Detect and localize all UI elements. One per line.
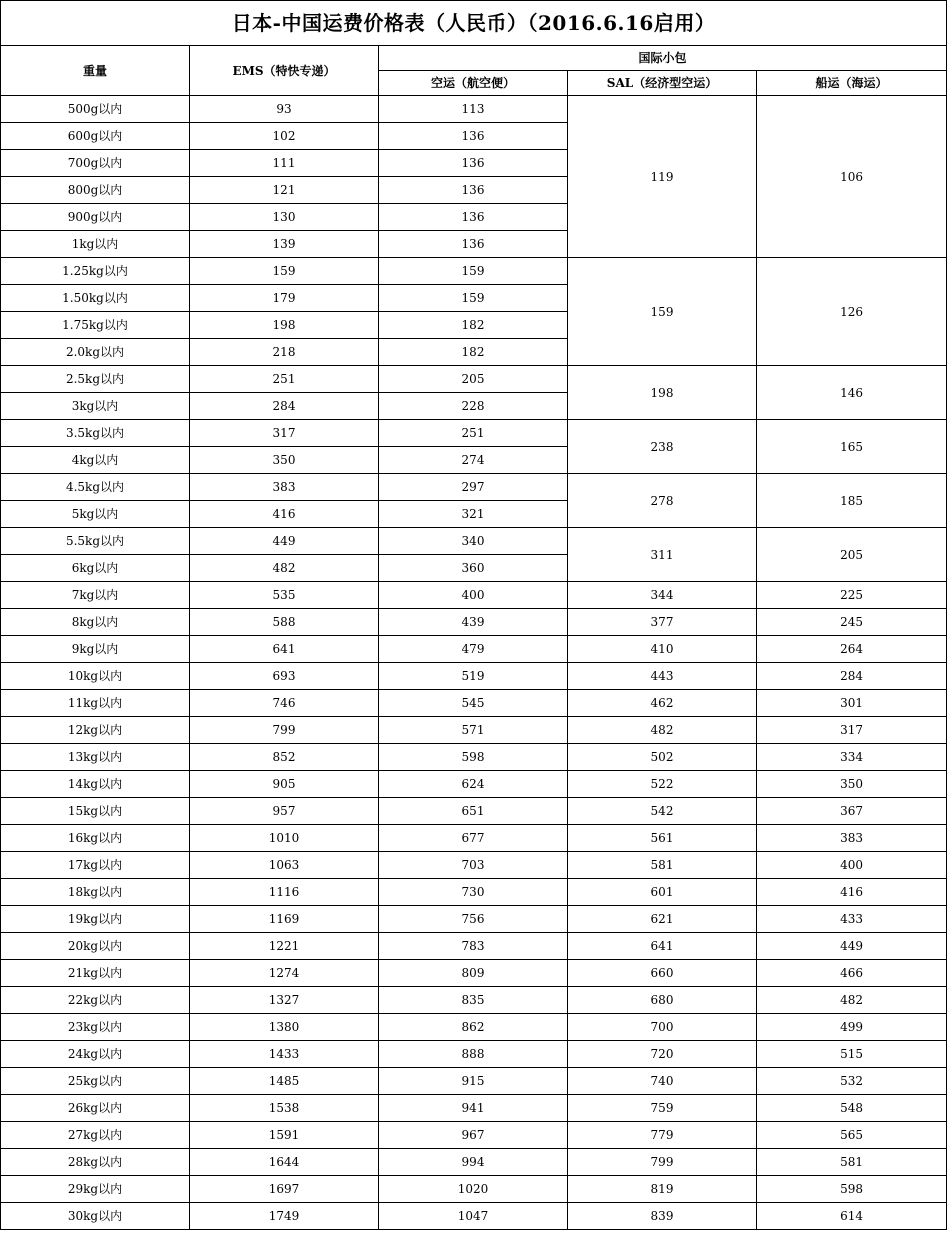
table-row bbox=[1, 582, 947, 609]
weight-cell: 12kg以内 bbox=[1, 717, 190, 744]
air-price-cell: 1020 bbox=[379, 1176, 568, 1203]
ems-price-cell: 102 bbox=[190, 123, 379, 150]
ems-price-cell: 317 bbox=[190, 420, 379, 447]
weight-cell: 24kg以内 bbox=[1, 1041, 190, 1068]
weight-cell: 800g以内 bbox=[1, 177, 190, 204]
ems-price-cell: 482 bbox=[190, 555, 379, 582]
air-price-cell: 360 bbox=[379, 555, 568, 582]
ems-price-cell: 449 bbox=[190, 528, 379, 555]
air-price-cell: 730 bbox=[379, 879, 568, 906]
sea-price-cell: 367 bbox=[757, 798, 947, 825]
air-price-cell: 182 bbox=[379, 312, 568, 339]
weight-cell: 11kg以内 bbox=[1, 690, 190, 717]
sea-price-cell: 482 bbox=[757, 987, 947, 1014]
sea-price-cell: 581 bbox=[757, 1149, 947, 1176]
weight-cell: 4.5kg以内 bbox=[1, 474, 190, 501]
table-row bbox=[1, 474, 947, 501]
header-ems: EMS（特快专递） bbox=[190, 46, 379, 96]
sea-price-cell: 548 bbox=[757, 1095, 947, 1122]
air-price-cell: 835 bbox=[379, 987, 568, 1014]
ems-price-cell: 121 bbox=[190, 177, 379, 204]
table-row bbox=[1, 366, 947, 393]
ems-price-cell: 1538 bbox=[190, 1095, 379, 1122]
sal-price-cell: 601 bbox=[568, 879, 757, 906]
weight-cell: 1.75kg以内 bbox=[1, 312, 190, 339]
table-row bbox=[1, 1095, 947, 1122]
sal-price-cell: 482 bbox=[568, 717, 757, 744]
ems-price-cell: 535 bbox=[190, 582, 379, 609]
air-price-cell: 136 bbox=[379, 177, 568, 204]
sea-price-cell: 416 bbox=[757, 879, 947, 906]
ems-price-cell: 1116 bbox=[190, 879, 379, 906]
air-price-cell: 994 bbox=[379, 1149, 568, 1176]
weight-cell: 600g以内 bbox=[1, 123, 190, 150]
header-sal: SAL（经济型空运） bbox=[568, 71, 757, 96]
table-row bbox=[1, 933, 947, 960]
sal-price-cell: 660 bbox=[568, 960, 757, 987]
sea-price-cell: 466 bbox=[757, 960, 947, 987]
ems-price-cell: 383 bbox=[190, 474, 379, 501]
sal-price-cell: 410 bbox=[568, 636, 757, 663]
air-price-cell: 479 bbox=[379, 636, 568, 663]
air-price-cell: 598 bbox=[379, 744, 568, 771]
weight-cell: 1.25kg以内 bbox=[1, 258, 190, 285]
table-row bbox=[1, 717, 947, 744]
sea-price-cell: 301 bbox=[757, 690, 947, 717]
table-row bbox=[1, 1176, 947, 1203]
air-price-cell: 703 bbox=[379, 852, 568, 879]
air-price-cell: 205 bbox=[379, 366, 568, 393]
table-row bbox=[1, 1203, 947, 1230]
header-intl-parcel: 国际小包 bbox=[379, 46, 947, 71]
air-price-cell: 321 bbox=[379, 501, 568, 528]
air-price-cell: 297 bbox=[379, 474, 568, 501]
weight-cell: 900g以内 bbox=[1, 204, 190, 231]
table-row bbox=[1, 987, 947, 1014]
weight-cell: 14kg以内 bbox=[1, 771, 190, 798]
sal-price-cell: 278 bbox=[568, 474, 757, 528]
sea-price-cell: 433 bbox=[757, 906, 947, 933]
weight-cell: 16kg以内 bbox=[1, 825, 190, 852]
sea-price-cell: 146 bbox=[757, 366, 947, 420]
ems-price-cell: 218 bbox=[190, 339, 379, 366]
ems-price-cell: 159 bbox=[190, 258, 379, 285]
table-row bbox=[1, 771, 947, 798]
ems-price-cell: 139 bbox=[190, 231, 379, 258]
air-price-cell: 624 bbox=[379, 771, 568, 798]
air-price-cell: 274 bbox=[379, 447, 568, 474]
ems-price-cell: 1697 bbox=[190, 1176, 379, 1203]
sea-price-cell: 400 bbox=[757, 852, 947, 879]
sea-price-cell: 499 bbox=[757, 1014, 947, 1041]
sal-price-cell: 238 bbox=[568, 420, 757, 474]
weight-cell: 3kg以内 bbox=[1, 393, 190, 420]
weight-cell: 25kg以内 bbox=[1, 1068, 190, 1095]
sal-price-cell: 641 bbox=[568, 933, 757, 960]
sea-price-cell: 383 bbox=[757, 825, 947, 852]
weight-cell: 7kg以内 bbox=[1, 582, 190, 609]
table-row bbox=[1, 420, 947, 447]
air-price-cell: 862 bbox=[379, 1014, 568, 1041]
sal-price-cell: 799 bbox=[568, 1149, 757, 1176]
ems-price-cell: 1485 bbox=[190, 1068, 379, 1095]
ems-price-cell: 416 bbox=[190, 501, 379, 528]
sal-price-cell: 779 bbox=[568, 1122, 757, 1149]
table-row bbox=[1, 1149, 947, 1176]
air-price-cell: 159 bbox=[379, 258, 568, 285]
air-price-cell: 915 bbox=[379, 1068, 568, 1095]
header-air: 空运（航空便） bbox=[379, 71, 568, 96]
table-row bbox=[1, 528, 947, 555]
ems-price-cell: 852 bbox=[190, 744, 379, 771]
air-price-cell: 136 bbox=[379, 150, 568, 177]
ems-price-cell: 641 bbox=[190, 636, 379, 663]
sal-price-cell: 680 bbox=[568, 987, 757, 1014]
sea-price-cell: 126 bbox=[757, 258, 947, 366]
air-price-cell: 113 bbox=[379, 96, 568, 123]
air-price-cell: 783 bbox=[379, 933, 568, 960]
air-price-cell: 159 bbox=[379, 285, 568, 312]
weight-cell: 29kg以内 bbox=[1, 1176, 190, 1203]
ems-price-cell: 1221 bbox=[190, 933, 379, 960]
ems-price-cell: 111 bbox=[190, 150, 379, 177]
ems-price-cell: 1380 bbox=[190, 1014, 379, 1041]
air-price-cell: 967 bbox=[379, 1122, 568, 1149]
ems-price-cell: 1010 bbox=[190, 825, 379, 852]
table-row bbox=[1, 1068, 947, 1095]
sal-price-cell: 839 bbox=[568, 1203, 757, 1230]
sea-price-cell: 284 bbox=[757, 663, 947, 690]
table-row bbox=[1, 96, 947, 123]
air-price-cell: 809 bbox=[379, 960, 568, 987]
sea-price-cell: 565 bbox=[757, 1122, 947, 1149]
ems-price-cell: 1433 bbox=[190, 1041, 379, 1068]
air-price-cell: 400 bbox=[379, 582, 568, 609]
sal-price-cell: 522 bbox=[568, 771, 757, 798]
sal-price-cell: 502 bbox=[568, 744, 757, 771]
table-row bbox=[1, 690, 947, 717]
sal-price-cell: 561 bbox=[568, 825, 757, 852]
weight-cell: 3.5kg以内 bbox=[1, 420, 190, 447]
weight-cell: 4kg以内 bbox=[1, 447, 190, 474]
air-price-cell: 439 bbox=[379, 609, 568, 636]
weight-cell: 700g以内 bbox=[1, 150, 190, 177]
sea-price-cell: 598 bbox=[757, 1176, 947, 1203]
sal-price-cell: 819 bbox=[568, 1176, 757, 1203]
sal-price-cell: 621 bbox=[568, 906, 757, 933]
weight-cell: 21kg以内 bbox=[1, 960, 190, 987]
table-row bbox=[1, 798, 947, 825]
table-row bbox=[1, 906, 947, 933]
air-price-cell: 941 bbox=[379, 1095, 568, 1122]
air-price-cell: 136 bbox=[379, 231, 568, 258]
table-row bbox=[1, 852, 947, 879]
weight-cell: 15kg以内 bbox=[1, 798, 190, 825]
header-weight: 重量 bbox=[1, 46, 190, 96]
ems-price-cell: 93 bbox=[190, 96, 379, 123]
ems-price-cell: 251 bbox=[190, 366, 379, 393]
ems-price-cell: 905 bbox=[190, 771, 379, 798]
sea-price-cell: 317 bbox=[757, 717, 947, 744]
sea-price-cell: 532 bbox=[757, 1068, 947, 1095]
sal-price-cell: 159 bbox=[568, 258, 757, 366]
ems-price-cell: 284 bbox=[190, 393, 379, 420]
air-price-cell: 1047 bbox=[379, 1203, 568, 1230]
sea-price-cell: 449 bbox=[757, 933, 947, 960]
weight-cell: 1kg以内 bbox=[1, 231, 190, 258]
air-price-cell: 571 bbox=[379, 717, 568, 744]
sal-price-cell: 198 bbox=[568, 366, 757, 420]
ems-price-cell: 1274 bbox=[190, 960, 379, 987]
air-price-cell: 136 bbox=[379, 123, 568, 150]
sal-price-cell: 740 bbox=[568, 1068, 757, 1095]
weight-cell: 2.5kg以内 bbox=[1, 366, 190, 393]
ems-price-cell: 179 bbox=[190, 285, 379, 312]
air-price-cell: 340 bbox=[379, 528, 568, 555]
weight-cell: 19kg以内 bbox=[1, 906, 190, 933]
ems-price-cell: 1169 bbox=[190, 906, 379, 933]
sea-price-cell: 515 bbox=[757, 1041, 947, 1068]
sal-price-cell: 377 bbox=[568, 609, 757, 636]
weight-cell: 26kg以内 bbox=[1, 1095, 190, 1122]
ems-price-cell: 693 bbox=[190, 663, 379, 690]
weight-cell: 6kg以内 bbox=[1, 555, 190, 582]
sal-price-cell: 720 bbox=[568, 1041, 757, 1068]
air-price-cell: 756 bbox=[379, 906, 568, 933]
ems-price-cell: 1591 bbox=[190, 1122, 379, 1149]
sea-price-cell: 165 bbox=[757, 420, 947, 474]
ems-price-cell: 130 bbox=[190, 204, 379, 231]
air-price-cell: 888 bbox=[379, 1041, 568, 1068]
table-row bbox=[1, 1122, 947, 1149]
ems-price-cell: 957 bbox=[190, 798, 379, 825]
air-price-cell: 228 bbox=[379, 393, 568, 420]
weight-cell: 23kg以内 bbox=[1, 1014, 190, 1041]
air-price-cell: 677 bbox=[379, 825, 568, 852]
air-price-cell: 545 bbox=[379, 690, 568, 717]
weight-cell: 10kg以内 bbox=[1, 663, 190, 690]
sal-price-cell: 581 bbox=[568, 852, 757, 879]
weight-cell: 500g以内 bbox=[1, 96, 190, 123]
sea-price-cell: 245 bbox=[757, 609, 947, 636]
sea-price-cell: 185 bbox=[757, 474, 947, 528]
weight-cell: 18kg以内 bbox=[1, 879, 190, 906]
sea-price-cell: 205 bbox=[757, 528, 947, 582]
sea-price-cell: 350 bbox=[757, 771, 947, 798]
table-row bbox=[1, 609, 947, 636]
table-row bbox=[1, 825, 947, 852]
sea-price-cell: 334 bbox=[757, 744, 947, 771]
sal-price-cell: 759 bbox=[568, 1095, 757, 1122]
ems-price-cell: 588 bbox=[190, 609, 379, 636]
ems-price-cell: 198 bbox=[190, 312, 379, 339]
ems-price-cell: 1063 bbox=[190, 852, 379, 879]
weight-cell: 2.0kg以内 bbox=[1, 339, 190, 366]
table-row bbox=[1, 258, 947, 285]
sal-price-cell: 700 bbox=[568, 1014, 757, 1041]
table-row bbox=[1, 879, 947, 906]
weight-cell: 27kg以内 bbox=[1, 1122, 190, 1149]
air-price-cell: 651 bbox=[379, 798, 568, 825]
ems-price-cell: 350 bbox=[190, 447, 379, 474]
air-price-cell: 182 bbox=[379, 339, 568, 366]
sal-price-cell: 311 bbox=[568, 528, 757, 582]
sal-price-cell: 443 bbox=[568, 663, 757, 690]
weight-cell: 30kg以内 bbox=[1, 1203, 190, 1230]
weight-cell: 28kg以内 bbox=[1, 1149, 190, 1176]
sea-price-cell: 225 bbox=[757, 582, 947, 609]
ems-price-cell: 1644 bbox=[190, 1149, 379, 1176]
air-price-cell: 519 bbox=[379, 663, 568, 690]
sheet-title: 日本-中国运费价格表（人民币）（2016.6.16启用） bbox=[1, 1, 947, 46]
sea-price-cell: 614 bbox=[757, 1203, 947, 1230]
weight-cell: 1.50kg以内 bbox=[1, 285, 190, 312]
weight-cell: 20kg以内 bbox=[1, 933, 190, 960]
table-row bbox=[1, 744, 947, 771]
weight-cell: 17kg以内 bbox=[1, 852, 190, 879]
sal-price-cell: 542 bbox=[568, 798, 757, 825]
sal-price-cell: 119 bbox=[568, 96, 757, 258]
table-row bbox=[1, 636, 947, 663]
weight-cell: 22kg以内 bbox=[1, 987, 190, 1014]
sea-price-cell: 106 bbox=[757, 96, 947, 258]
table-row bbox=[1, 1014, 947, 1041]
ems-price-cell: 1749 bbox=[190, 1203, 379, 1230]
header-sea: 船运（海运） bbox=[757, 71, 947, 96]
weight-cell: 5.5kg以内 bbox=[1, 528, 190, 555]
table-body bbox=[1, 96, 947, 1230]
weight-cell: 8kg以内 bbox=[1, 609, 190, 636]
sea-price-cell: 264 bbox=[757, 636, 947, 663]
weight-cell: 5kg以内 bbox=[1, 501, 190, 528]
air-price-cell: 251 bbox=[379, 420, 568, 447]
ems-price-cell: 1327 bbox=[190, 987, 379, 1014]
sal-price-cell: 344 bbox=[568, 582, 757, 609]
ems-price-cell: 746 bbox=[190, 690, 379, 717]
ems-price-cell: 799 bbox=[190, 717, 379, 744]
table-row bbox=[1, 960, 947, 987]
table-row bbox=[1, 663, 947, 690]
table-row bbox=[1, 1041, 947, 1068]
weight-cell: 9kg以内 bbox=[1, 636, 190, 663]
sal-price-cell: 462 bbox=[568, 690, 757, 717]
air-price-cell: 136 bbox=[379, 204, 568, 231]
weight-cell: 13kg以内 bbox=[1, 744, 190, 771]
